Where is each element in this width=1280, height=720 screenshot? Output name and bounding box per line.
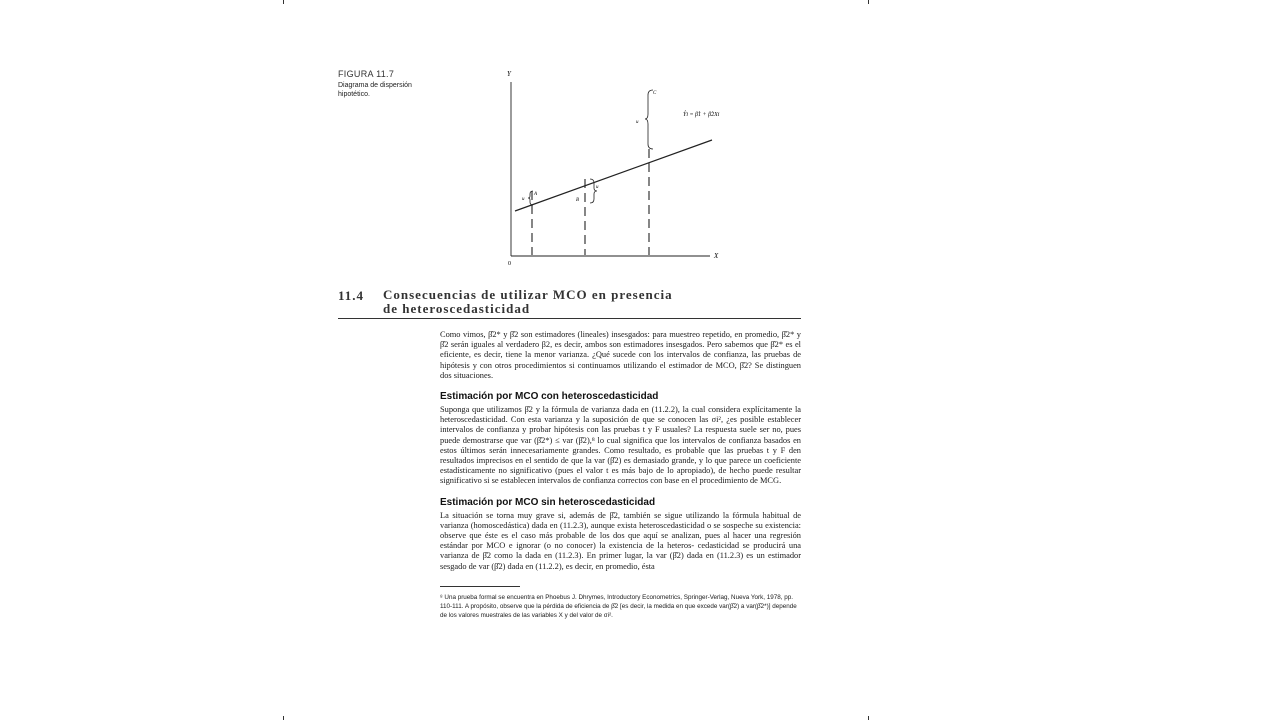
residual-label-b: u bbox=[596, 185, 599, 190]
point-label-a: A bbox=[534, 192, 538, 197]
footnote: ⁸ Una prueba formal se encuentra en Phoebus J. Dhrymes, Introductory Econometrics, Springer-Verlag, Nueva York, 1978, pp. 110-111. A propósito, observe que la pérdida de eficiencia de β̂2 [es decir, la medida en que excede var(β̂2) a var(β̂2*)] depende de los valores muestrales de las variables X y del valor de σi². bbox=[440, 594, 797, 620]
y-axis-label: Y bbox=[507, 70, 511, 78]
scatter-diagram bbox=[500, 66, 770, 270]
crop-mark-top-left bbox=[283, 0, 284, 4]
crop-mark-bottom-right bbox=[868, 716, 869, 720]
point-label-c: C bbox=[653, 91, 657, 96]
intro-paragraph: Como vimos, β̂2* y β̂2 son estimadores (lineales) insesgados: para muestreo repetido, en promedio, β̂2* y β̂2 serán iguales al verdadero β2, es decir, ambos son estimadores insesgados. Pero sabemos que β̂2* es el eficiente, es decir, tiene la menor varianza. ¿Qué sucede con los intervalos de confianza, las pruebas de hipótesis y con otros procedimientos si continuamos utilizando el estimador de MCO, β̂2? Se distinguen dos situaciones. bbox=[440, 330, 801, 380]
regression-line-label: Ŷi = β̂1 + β̂2Xi bbox=[683, 112, 720, 118]
figure-caption bbox=[338, 69, 438, 99]
paragraph-without-heteroscedasticity: La situación se torna muy grave si, además de β̂2, también se sigue utilizando la fórmula habitual de varianza (homoscedástica) dada en (11.2.3), aunque exista heteroscedasticidad o se sospeche su existencia: observe que éste es el caso más probable de los dos que aquí se analizan, pues al hacer una regresión estándar por MCO e ignorar (o no conocer) la existencia de la heteros- cedasticidad se producirá una varianza de β̂2 como la dada en (11.2.3). En primer lugar, la var (β̂2) dada en (11.2.3) es un estimador sesgado de var (β̂2) dada en (11.2.2), es decir, en promedio, ésta bbox=[440, 510, 801, 571]
section-number: 11.4 bbox=[338, 288, 365, 303]
footnote-rule bbox=[440, 586, 520, 587]
point-label-b: B bbox=[576, 198, 580, 203]
figure-description: Diagrama de dispersión hipotético. bbox=[338, 82, 412, 98]
crop-mark-top-right bbox=[868, 0, 869, 4]
x-axis-label: X bbox=[714, 252, 719, 260]
residual-label-a: u bbox=[522, 197, 525, 202]
regression-line bbox=[515, 140, 712, 211]
crop-mark-bottom-left bbox=[283, 716, 284, 720]
subheading-without-heteroscedasticity: Estimación por MCO sin heteroscedasticidad bbox=[440, 496, 656, 508]
subheading-with-heteroscedasticity: Estimación por MCO con heteroscedasticidad bbox=[440, 391, 659, 403]
body-text bbox=[440, 330, 801, 626]
section-heading bbox=[338, 288, 801, 319]
residual-label-c: u bbox=[636, 120, 639, 125]
section-title: Consecuencias de utilizar MCO en presencia de heteroscedasticidad bbox=[383, 287, 673, 316]
origin-label: 0 bbox=[508, 261, 511, 267]
brace-c bbox=[645, 90, 653, 149]
paragraph-with-heteroscedasticity: Suponga que utilizamos β̂2 y la fórmula de varianza dada en (11.2.2), la cual considera explícitamente la heteroscedasticidad. Con esta varianza y la suposición de que se conocen las σi², ¿es posible establecer intervalos de confianza y probar hipótesis con las pruebas t y F usuales? La respuesta suele ser no, pues puede demostrarse que var (β̂2*) ≤ var (β̂2),⁸ lo cual significa que los intervalos de confianza basados en estos últimos serán innecesariamente grandes. Como resultado, es probable que las pruebas t y F den resultados imprecisos en el sentido de que la var (β̂2) es demasiado grande, y lo que parece un coeficiente estadísticamente no significativo (pues el valor t es más bajo de lo apropiado), de hecho puede resultar significativo si se establecen intervalos de confianza correctos con base en el procedimiento de MCG. bbox=[440, 405, 801, 486]
figure-label: FIGURA 11.7 bbox=[338, 69, 395, 79]
